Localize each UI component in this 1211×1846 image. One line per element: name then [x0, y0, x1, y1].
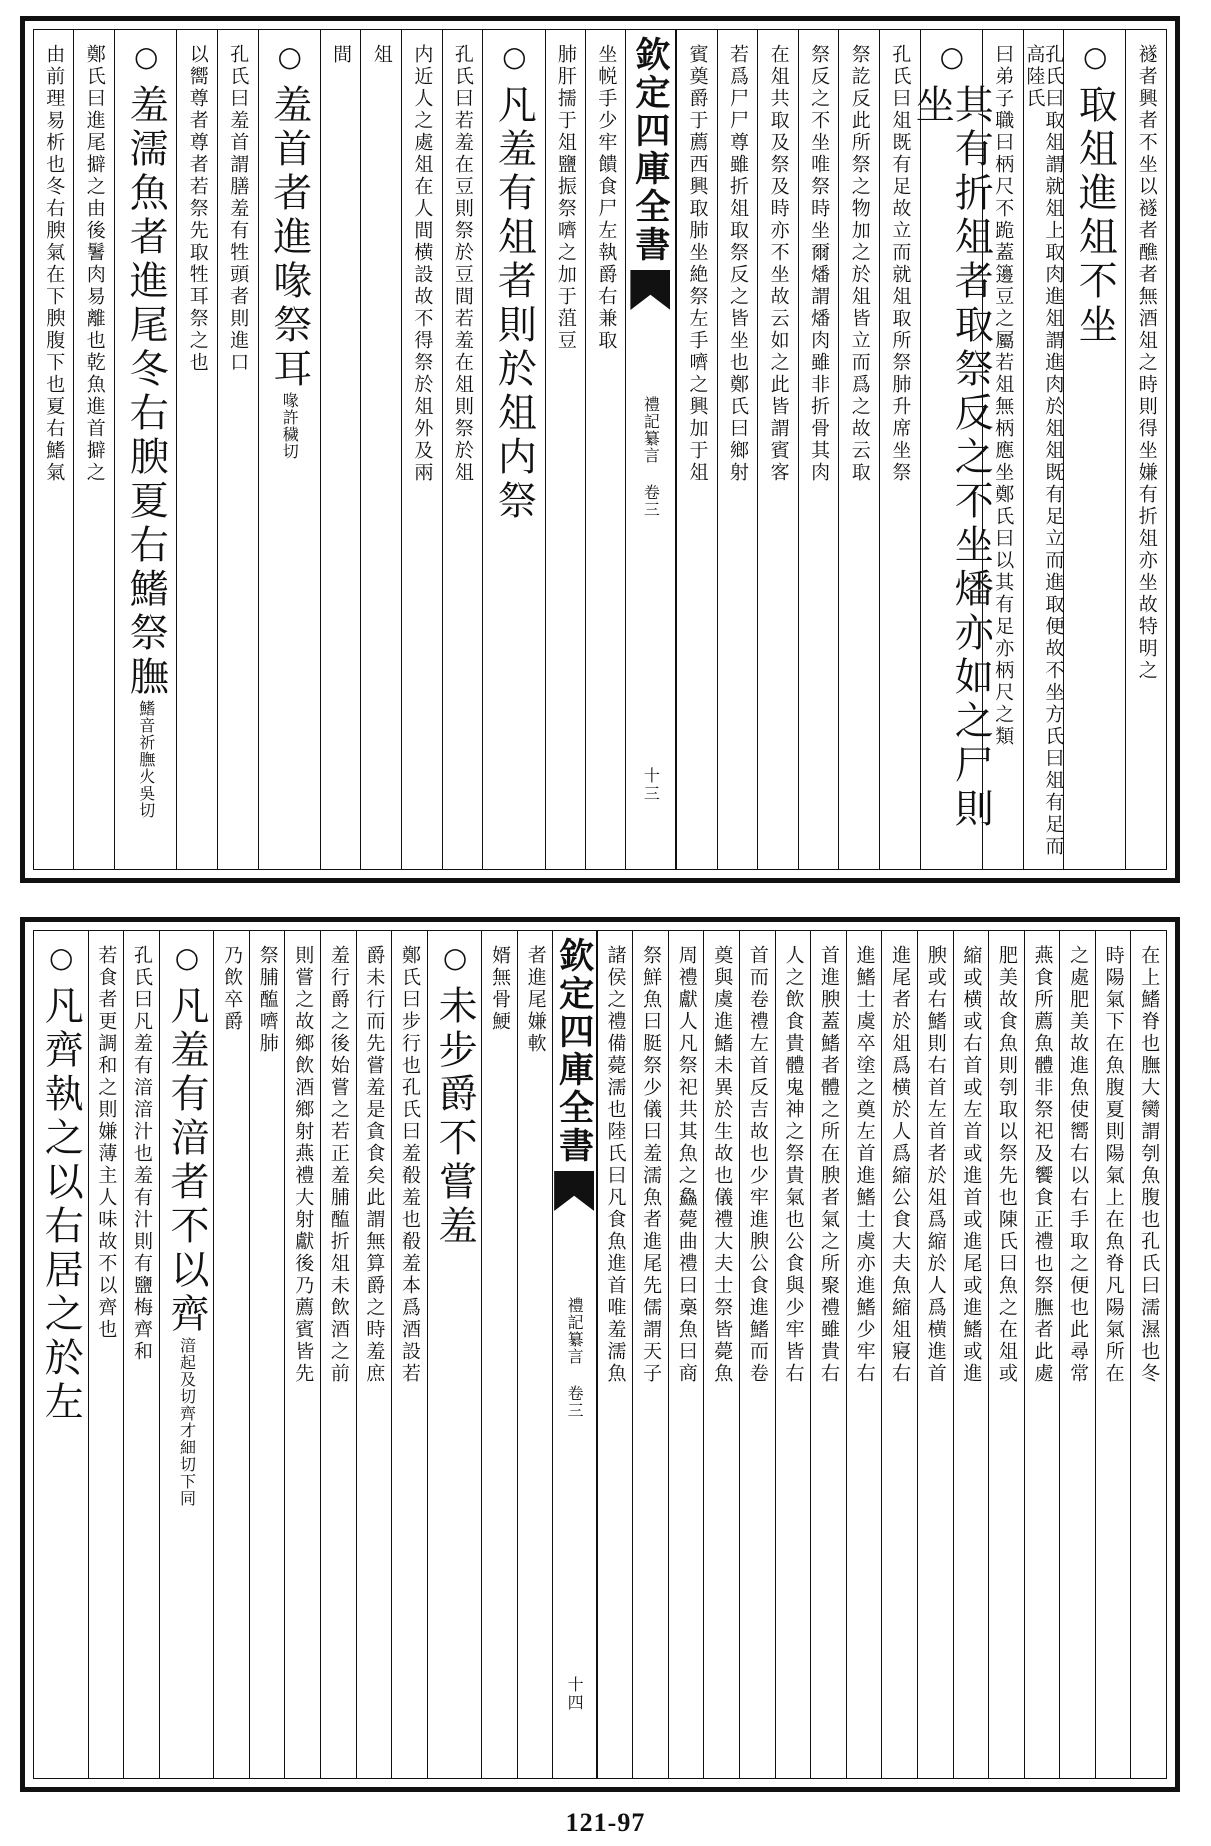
commentary-text: 孔氏曰凡羞有湆湆汁也羞有汁則有鹽梅齊和	[130, 945, 153, 1363]
commentary-column	[676, 30, 717, 869]
fish-tail-mark-icon	[554, 1171, 594, 1211]
commentary-text: 孔氏曰若羞在豆則祭於豆間若羞在俎則祭於俎	[451, 44, 474, 484]
spine-volume: 禮記纂言 卷三	[565, 1297, 585, 1419]
commentary-text: 周禮獻人凡祭祀共其魚之鱻薨曲禮曰槀魚曰商	[675, 945, 698, 1385]
heading-text: 凡羞有俎者則於俎内祭	[491, 84, 537, 524]
heading-column	[114, 30, 176, 869]
commentary-column	[1023, 30, 1064, 869]
commentary-column	[481, 931, 517, 1778]
commentary-text: 縮或横或右首或左首或進首或進尾或進鰭或進	[960, 945, 983, 1385]
commentary-column	[881, 931, 917, 1778]
spine-title: 欽定四庫全書	[629, 36, 671, 264]
commentary-text: 燕食所薦魚體非祭祀及饗食正禮也祭膴者此處	[1031, 945, 1054, 1385]
heading-text: 凡羞有湆者不以齊	[164, 985, 210, 1337]
commentary-text: 由前理易析也冬右腴氣在下腴腹下也夏右鰭氣	[43, 44, 66, 484]
commentary-text: 孔氏曰俎既有足故立而就俎取所祭肺升席坐祭	[889, 44, 912, 484]
commentary-text: 在上鰭脊也膴大臠謂刳魚腹也孔氏曰濡濕也冬	[1138, 945, 1161, 1385]
commentary-text: 乃飲卒爵	[221, 945, 244, 1033]
circle-marker-icon: ○	[438, 941, 472, 979]
commentary-column	[1125, 30, 1166, 869]
commentary-text: 祭脯醢嚌肺	[256, 945, 279, 1055]
heading-text: 羞濡魚者進尾冬右腴夏右鰭祭膴	[123, 84, 169, 700]
commentary-column	[88, 931, 124, 1778]
heading-text: 未步爵不嘗羞	[432, 985, 478, 1249]
commentary-column	[703, 931, 739, 1778]
circle-marker-icon: ○	[170, 941, 204, 979]
pronunciation-note: 鰭音祈膴火吳切	[136, 700, 156, 819]
commentary-column	[1059, 931, 1095, 1778]
commentary-column	[213, 931, 249, 1778]
commentary-text: 鄭氏曰步行也孔氏曰羞殽羞也殽羞本爲酒設若	[399, 945, 421, 1385]
heading-text: 取俎進俎不坐	[1072, 84, 1118, 348]
commentary-text: 祭訖反此所祭之物加之於俎皆立而爲之故云取	[848, 44, 871, 484]
commentary-column	[597, 931, 633, 1778]
commentary-column	[517, 931, 553, 1778]
commentary-text: 祭反之不坐唯祭時坐爾燔謂燔肉雖非折骨其肉	[808, 44, 831, 484]
commentary-text: 坐帨手少牢饋食尸左執爵右兼取	[595, 44, 618, 352]
top-page-frame	[20, 16, 1180, 883]
pronunciation-note: 喙許穢切	[280, 392, 300, 460]
page-number: 121-97	[565, 1808, 646, 1837]
bottom-page-inner-frame	[33, 930, 1167, 1779]
commentary-text: 首進腴蓋鰭者體之所在腴者氣之所聚禮雖貴右	[818, 945, 841, 1385]
commentary-text: 奠與虞進鰭未異於生故也儀禮大夫士祭皆薨魚	[711, 945, 734, 1385]
circle-marker-icon: ○	[44, 941, 78, 979]
commentary-text: 人之飲食貴體鬼神之祭貴氣也公食與少牢皆右	[782, 945, 805, 1385]
commentary-column	[34, 30, 74, 869]
commentary-text: 肥美故食魚則刳取以祭先也陳氏曰魚之在俎或	[995, 945, 1018, 1385]
commentary-column	[391, 931, 427, 1778]
commentary-column	[1130, 931, 1166, 1778]
commentary-column	[320, 931, 356, 1778]
commentary-column	[284, 931, 320, 1778]
commentary-column	[123, 931, 159, 1778]
commentary-text: 間	[330, 44, 353, 66]
commentary-column	[917, 931, 953, 1778]
heading-text: 其有折俎者取祭反之不坐燔亦如之尸則坐	[909, 84, 994, 832]
heading-column	[159, 931, 214, 1778]
circle-marker-icon: ○	[1078, 40, 1112, 78]
commentary-text: 孔氏曰羞首謂膳羞有牲頭者則進口	[227, 44, 250, 374]
commentary-text: 在俎共取及祭及時亦不坐故云如之此皆謂賓客	[767, 44, 790, 484]
circle-marker-icon: ○	[129, 40, 163, 78]
commentary-column	[739, 931, 775, 1778]
spine-folio: 十四	[565, 1676, 585, 1712]
commentary-text: 婿無骨鯁	[489, 945, 512, 1033]
heading-column	[482, 30, 544, 869]
commentary-text: 内近人之處俎在人間横設故不得祭於俎外及兩	[411, 44, 434, 484]
commentary-text: 進鰭士虞卒塗之奠左首進鰭士虞亦進鰭少牢右	[853, 945, 876, 1385]
spine-title: 欽定四庫全書	[553, 937, 595, 1165]
commentary-column	[668, 931, 704, 1778]
commentary-text: 肺肝擩于俎鹽振祭嚌之加于菹豆	[554, 44, 577, 352]
commentary-column	[798, 30, 839, 869]
commentary-text: 俎	[370, 44, 393, 66]
spine-volume: 禮記纂言 卷三	[641, 396, 661, 518]
heading-column	[1063, 30, 1125, 869]
commentary-text: 爵未行而先嘗羞是貪食矣此謂無算爵之時羞庶	[363, 945, 386, 1385]
commentary-text: 以嚮尊者尊者若祭先取牲耳祭之也	[186, 44, 209, 374]
spine-folio: 十三	[641, 767, 661, 803]
heading-text: 羞首者進喙祭耳	[266, 84, 312, 392]
heading-column	[258, 30, 320, 869]
commentary-column	[717, 30, 758, 869]
commentary-text: 時陽氣下在魚腹夏則陽氣上在魚脊凡陽氣所在	[1102, 945, 1125, 1385]
bottom-text-columns	[34, 931, 1166, 1778]
commentary-column	[775, 931, 811, 1778]
commentary-text: 羞行爵之後始嘗之若正羞脯醢折俎未飲酒之前	[327, 945, 350, 1385]
heading-column	[427, 931, 482, 1778]
commentary-text: 鄭氏曰進尾擗之由後鬐肉易離也乾魚進首擗之	[83, 44, 106, 484]
commentary-column	[1024, 931, 1060, 1778]
commentary-column	[360, 30, 401, 869]
commentary-text: 進尾者於俎爲横於人爲縮公食大夫魚縮俎寢右	[889, 945, 912, 1385]
commentary-column	[1095, 931, 1131, 1778]
commentary-column	[846, 931, 882, 1778]
commentary-column	[545, 30, 586, 869]
commentary-text: 襚者興者不坐以襚者醮者無酒俎之時則得坐嫌有折俎亦坐故特明之	[1135, 44, 1158, 682]
commentary-text: 諸侯之禮備薨濡也陸氏曰凡食魚進首唯羞濡魚	[604, 945, 627, 1385]
fish-tail-mark-icon	[630, 270, 670, 310]
commentary-text: 曰弟子職曰柄尺不跪蓋籩豆之屬若俎無柄應坐鄭氏曰以其有足亦柄尺之類	[992, 44, 1015, 748]
commentary-text: 者進尾嫌軟	[524, 945, 547, 1055]
commentary-column	[757, 30, 798, 869]
commentary-column	[810, 931, 846, 1778]
top-text-columns	[34, 30, 1166, 869]
commentary-column	[73, 30, 114, 869]
commentary-column	[585, 30, 626, 869]
heading-column	[909, 30, 994, 869]
commentary-column	[442, 30, 483, 869]
circle-marker-icon: ○	[935, 40, 969, 78]
heading-text: 凡齊執之以右居之於左	[38, 985, 84, 1425]
heading-column	[34, 931, 88, 1778]
commentary-text: 若爲尸尸尊雖折俎取祭反之皆坐也鄭氏曰鄉射	[727, 44, 750, 484]
commentary-column	[838, 30, 879, 869]
commentary-text: 若食者更調和之則嫌薄主人味故不以齊也	[95, 945, 118, 1341]
commentary-column	[217, 30, 258, 869]
commentary-text: 賓奠爵于薦西興取肺坐絶祭左手嚌之興加于俎	[686, 44, 709, 484]
commentary-text: 孔氏曰取俎謂就俎上取肉進俎謂進肉於俎俎既有足立而進取便故不坐方氏曰俎有足而高陸氏	[1023, 44, 1065, 858]
commentary-column	[982, 30, 1023, 869]
commentary-column	[953, 931, 989, 1778]
commentary-column	[988, 931, 1024, 1778]
spine-column	[552, 931, 597, 1778]
commentary-column	[356, 931, 392, 1778]
commentary-text: 腴或右鰭則右首左首者於俎爲縮於人爲横進首	[924, 945, 947, 1385]
pronunciation-note: 湆起及切齊才細切下同	[177, 1337, 197, 1507]
commentary-text: 之處肥美故進魚使嚮右以右手取之便也此尋常	[1067, 945, 1090, 1385]
commentary-column	[249, 931, 285, 1778]
commentary-text: 則嘗之故鄉飲酒鄉射燕禮大射獻後乃薦賓皆先	[292, 945, 315, 1385]
commentary-text: 祭鮮魚曰脡祭少儀曰羞濡魚者進尾先儒謂天子	[640, 945, 663, 1385]
bottom-page-frame	[20, 917, 1180, 1792]
circle-marker-icon: ○	[497, 40, 531, 78]
spine-column	[625, 30, 676, 869]
commentary-column	[176, 30, 217, 869]
top-page-inner-frame	[33, 29, 1167, 870]
commentary-column	[401, 30, 442, 869]
commentary-text: 首而卷禮左首反吉故也少牢進腴公食進鰭而卷	[746, 945, 769, 1385]
circle-marker-icon: ○	[273, 40, 307, 78]
commentary-column	[320, 30, 361, 869]
commentary-column	[632, 931, 668, 1778]
